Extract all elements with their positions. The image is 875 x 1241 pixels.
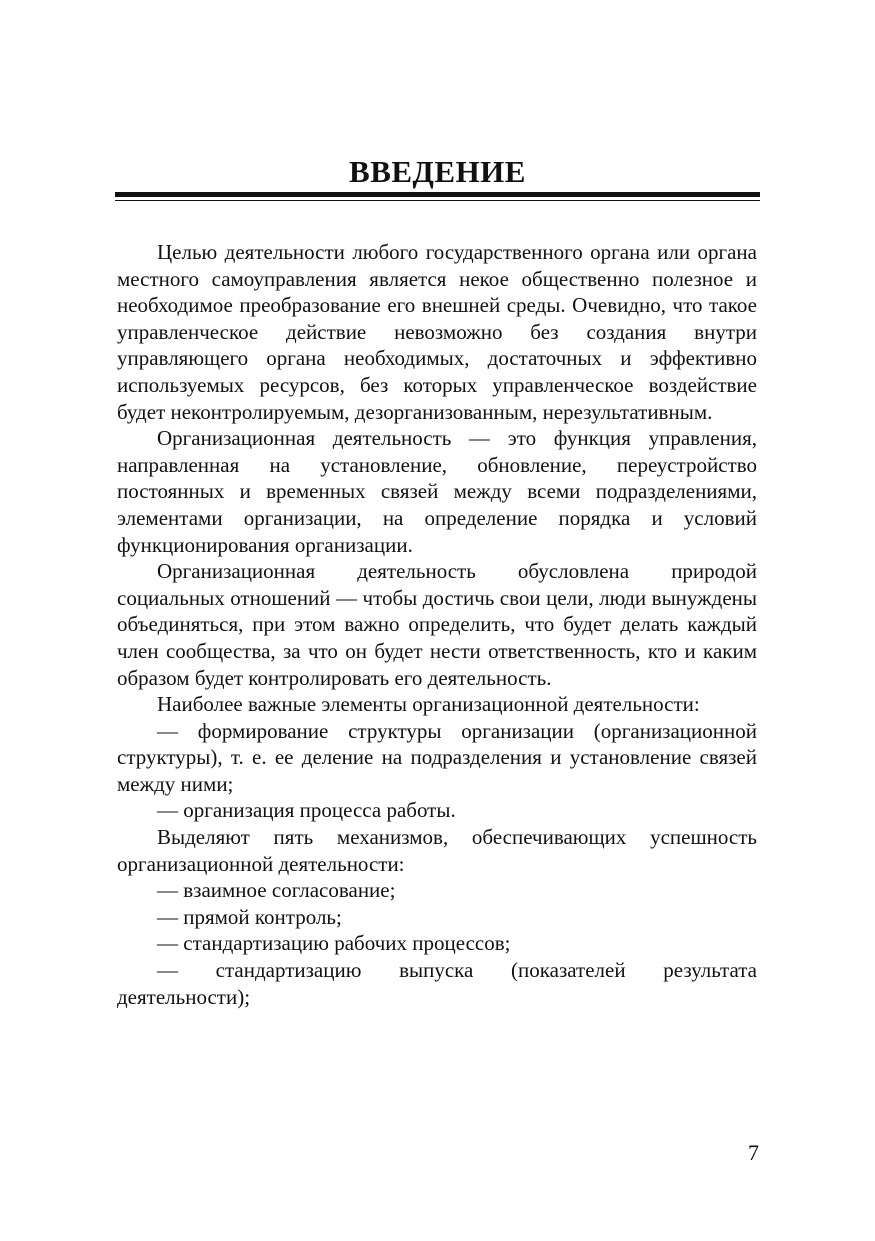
paragraph: Организационная деятельность обусловлена природой социальных отношений — чтобы достичь свои цели, люди вынуждены объединяться, при этом важно определить, что будет делать каждый член сообщества, за что он будет нести ответственность, кто и каким образом будет контролировать его деятельность. (117, 559, 757, 690)
list-item: — стандартизацию выпуска (показателей результата деятельности); (117, 958, 757, 1009)
page-number: 7 (748, 1140, 759, 1165)
paragraph: Целью деятельности любого государственного органа или органа местного самоуправления является некое общественно полезное и необходимое преобразование его внешней среды. Очевидно, что такое управленческое действие невозможно без создания внутри управляющего органа необходимых, достаточных и эффективно используемых ресурсов, без которых управленческое воздействие будет неконтролируемым, дезорганизованным, нерезультативным. (117, 240, 757, 424)
paragraph: Организационная деятельность — это функция управления, направленная на установление, обновление, переустройство постоянных и временных связей между всеми подразделениями, элементами организации, на определение порядка и условий функционирования организации. (117, 426, 757, 557)
list-item: — взаимное согласование; (157, 878, 396, 903)
body-text (117, 239, 757, 1010)
list-item: — стандартизацию рабочих процессов; (157, 931, 511, 956)
title-rule-thick (115, 192, 760, 197)
list-item: — формирование структуры организации (организационной структуры), т. е. ее деление на подразделения и установление связей между ними; (117, 718, 757, 796)
page-title: ВВЕДЕНИЕ (349, 154, 526, 189)
title-rule-thin (115, 200, 760, 201)
list-item: — прямой контроль; (157, 904, 342, 929)
list-item: — организация процесса работы. (157, 798, 456, 823)
paragraph: Выделяют пять механизмов, обеспечивающих успешность организационной деятельности: (117, 825, 757, 876)
paragraph: Наиболее важные элементы организационной деятельности: (157, 692, 700, 717)
